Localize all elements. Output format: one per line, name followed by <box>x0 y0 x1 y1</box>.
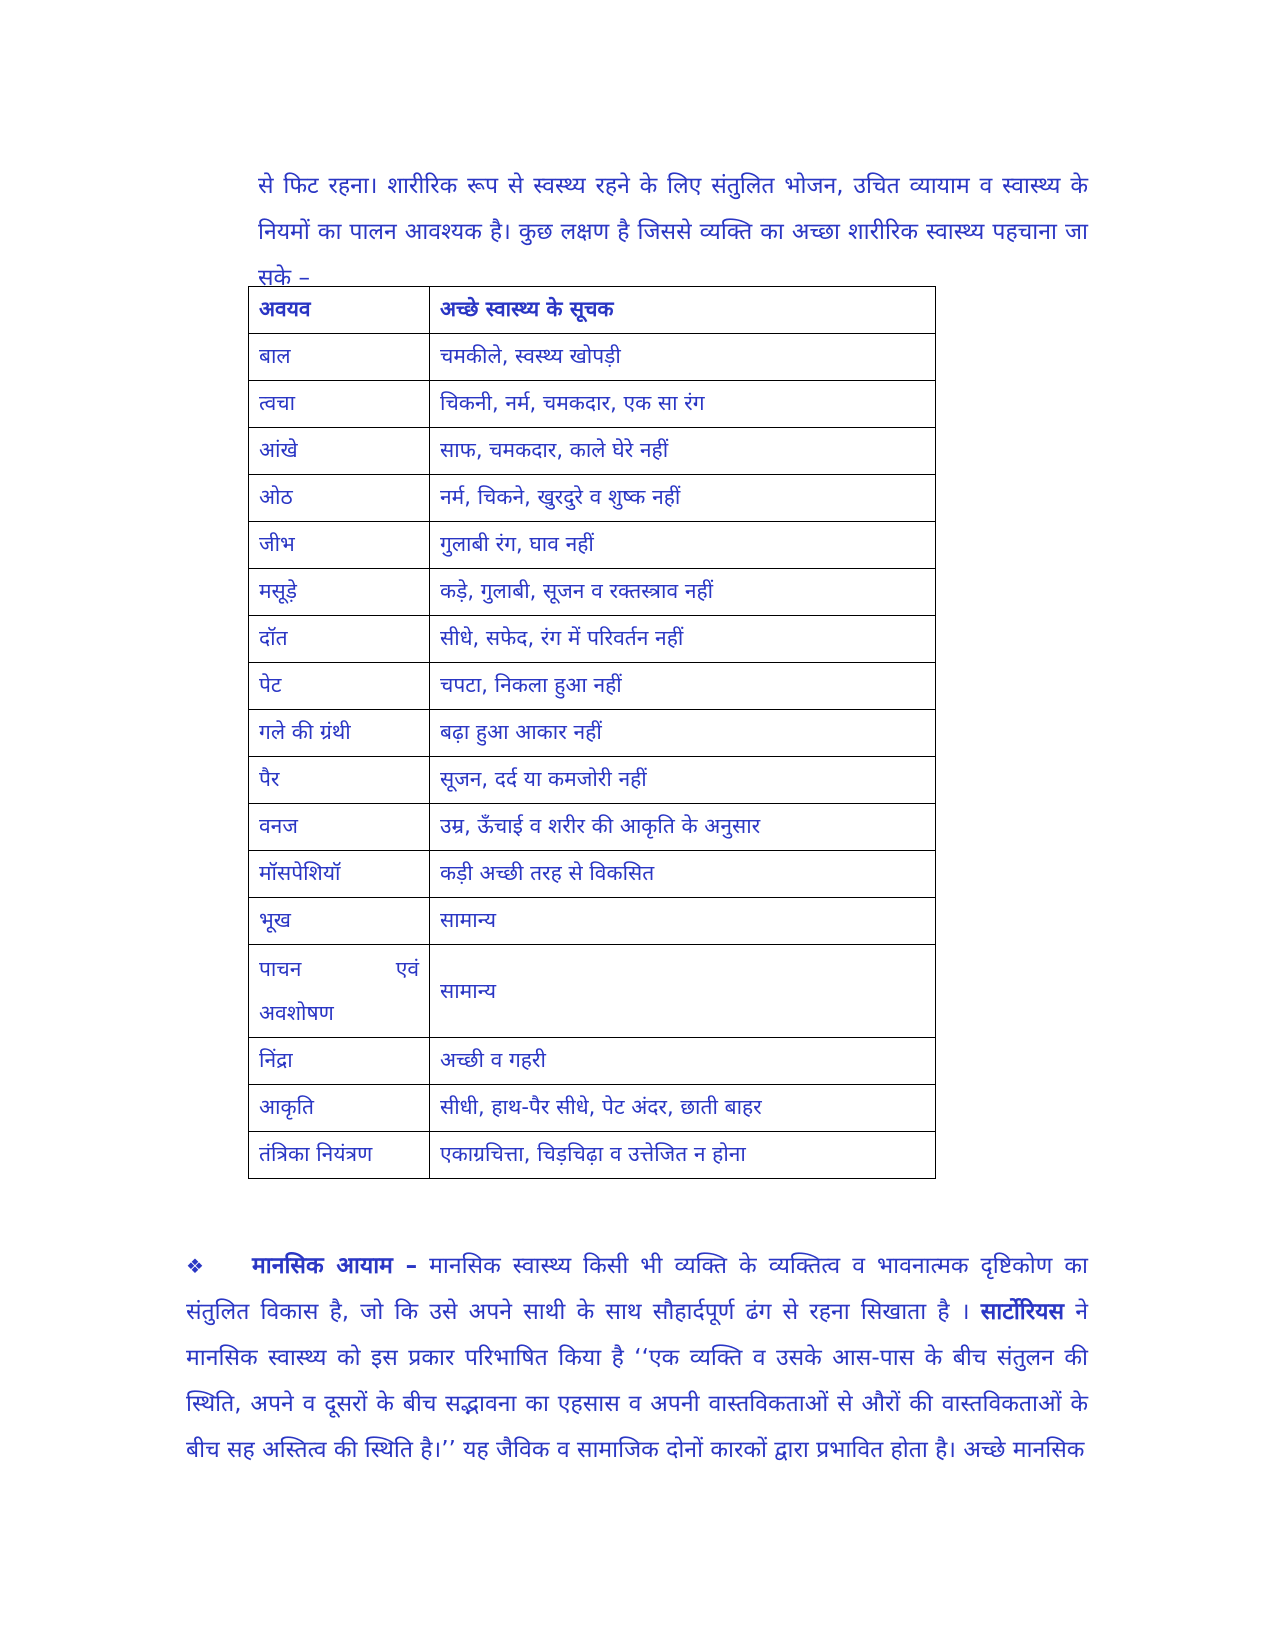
organ-cell: दॉत <box>249 616 430 663</box>
organ-cell: निंद्रा <box>249 1038 430 1085</box>
table-row <box>249 522 936 569</box>
table-row <box>249 663 936 710</box>
indicator-cell: चमकीले, स्वस्थ्य खोपड़ी <box>430 334 936 381</box>
indicator-cell: नर्म, चिकने, खुरदुरे व शुष्क नहीं <box>430 475 936 522</box>
indicator-cell: कड़े, गुलाबी, सूजन व रक्तस्त्राव नहीं <box>430 569 936 616</box>
table-header-row <box>249 287 936 334</box>
author-name: सार्टोरियस <box>980 1299 1065 1325</box>
table-row <box>249 757 936 804</box>
organ-cell: त्वचा <box>249 381 430 428</box>
organ-word: एवं <box>395 957 419 981</box>
mental-text-part2: ने मानसिक स्वास्थ्य को इस प्रकार परिभाषित किया है ‘‘एक व्यक्ति व उसके आस-पास के बीच संतुलन की स्थिति, अपने व दूसरों के बीच सद्भावना का एहसास व अपनी वास्तविकताओं से औरों की वास्तविकताओं के बीच सह अस्तित्व की स्थिति है।’’ यह जैविक व सामाजिक दोनों कारकों द्वारा प्रभावित होता है। अच्छे मानसिक <box>186 1299 1088 1463</box>
indicator-cell: सामान्य <box>430 945 936 1038</box>
organ-cell: जीभ <box>249 522 430 569</box>
indicator-cell: सीधे, सफेद, रंग में परिवर्तन नहीं <box>430 616 936 663</box>
health-indicators-table <box>248 286 936 1179</box>
table-row <box>249 898 936 945</box>
organ-word: पाचन <box>259 957 302 981</box>
table-row <box>249 851 936 898</box>
indicator-cell: गुलाबी रंग, घाव नहीं <box>430 522 936 569</box>
table-row <box>249 1132 936 1179</box>
diamond-bullet-icon: ❖ <box>186 1254 204 1278</box>
indicator-cell: साफ, चमकदार, काले घेरे नहीं <box>430 428 936 475</box>
organ-cell: आंखे <box>249 428 430 475</box>
table-row <box>249 475 936 522</box>
header-organ: अवयव <box>249 287 430 334</box>
table-row <box>249 569 936 616</box>
table-row <box>249 710 936 757</box>
organ-cell-line2: अवशोषण <box>259 1001 334 1025</box>
organ-cell <box>249 945 430 1038</box>
header-indicator: अच्छे स्वास्थ्य के सूचक <box>430 287 936 334</box>
table-row <box>249 1085 936 1132</box>
table-row <box>249 334 936 381</box>
indicator-cell: सीधी, हाथ-पैर सीधे, पेट अंदर, छाती बाहर <box>430 1085 936 1132</box>
mental-dimension-paragraph <box>186 1243 1088 1473</box>
table-row <box>249 428 936 475</box>
organ-cell: तंत्रिका नियंत्रण <box>249 1132 430 1179</box>
intro-paragraph: से फिट रहना। शारीरिक रूप से स्वस्थ्य रहने के लिए संतुलित भोजन, उचित व्यायाम व स्वास्थ्य के नियमों का पालन आवश्यक है। कुछ लक्षण है जिससे व्यक्ति का अच्छा शारीरिक स्वास्थ्य पहचाना जा सके – <box>258 173 1088 291</box>
indicator-cell: चिकनी, नर्म, चमकदार, एक सा रंग <box>430 381 936 428</box>
indicator-cell: कड़ी अच्छी तरह से विकसित <box>430 851 936 898</box>
table-row <box>249 1038 936 1085</box>
organ-cell: बाल <box>249 334 430 381</box>
indicator-cell: चपटा, निकला हुआ नहीं <box>430 663 936 710</box>
indicator-cell: एकाग्रचित्ता, चिड़चिढ़ा व उत्तेजित न होना <box>430 1132 936 1179</box>
indicator-cell: बढ़ा हुआ आकार नहीं <box>430 710 936 757</box>
mental-heading: मानसिक आयाम – <box>252 1253 418 1279</box>
indicator-cell: अच्छी व गहरी <box>430 1038 936 1085</box>
table-row <box>249 616 936 663</box>
organ-cell: वनज <box>249 804 430 851</box>
organ-cell: मसूड़े <box>249 569 430 616</box>
indicator-cell: उम्र, ऊँचाई व शरीर की आकृति के अनुसार <box>430 804 936 851</box>
organ-cell: ओठ <box>249 475 430 522</box>
organ-cell: गले की ग्रंथी <box>249 710 430 757</box>
organ-cell: मॉसपेशियॉ <box>249 851 430 898</box>
table-row <box>249 804 936 851</box>
organ-cell: आकृति <box>249 1085 430 1132</box>
table-row <box>249 381 936 428</box>
organ-cell: भूख <box>249 898 430 945</box>
indicator-cell: सूजन, दर्द या कमजोरी नहीं <box>430 757 936 804</box>
table-row-tall <box>249 945 936 1038</box>
organ-cell: पैर <box>249 757 430 804</box>
organ-cell: पेट <box>249 663 430 710</box>
organ-cell-line1 <box>259 947 419 991</box>
indicator-cell: सामान्य <box>430 898 936 945</box>
mental-text-part1: मानसिक स्वास्थ्य किसी भी व्यक्ति के व्यक्तित्व व भावनात्मक दृष्टिकोण का संतुलित विकास है, जो कि उसे अपने साथी के साथ सौहार्दपूर्ण ढंग से रहना सिखाता है । <box>186 1253 1089 1325</box>
